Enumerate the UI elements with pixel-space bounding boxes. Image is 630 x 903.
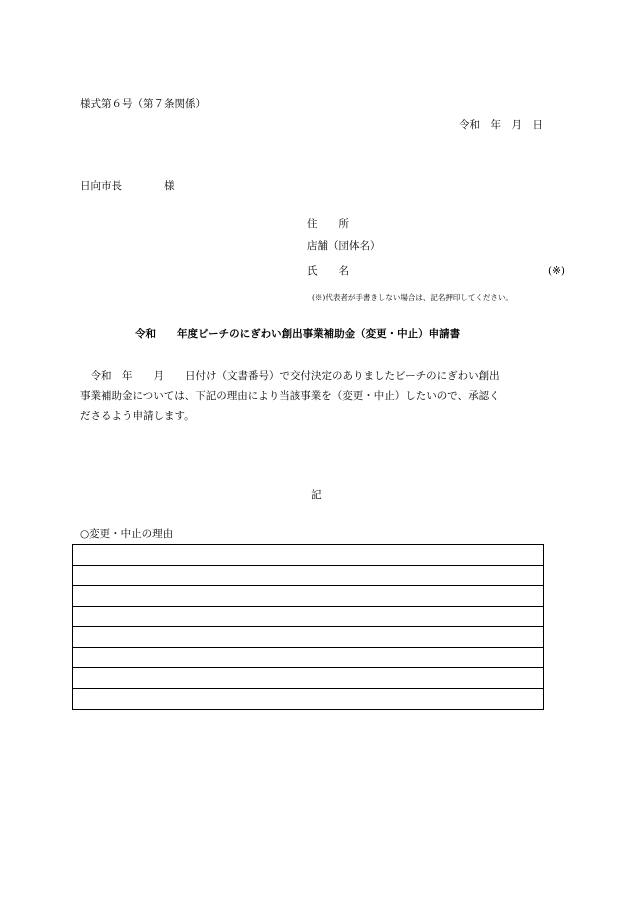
- reason-row[interactable]: [73, 545, 543, 566]
- reason-row[interactable]: [73, 668, 543, 689]
- address-label: 住 所: [307, 218, 349, 230]
- date-line: 令和 年 月 日: [459, 119, 543, 131]
- body-line-1: 令和 年 月 日付け（文書番号）で交付決定のありましたビーチのにぎわい創出: [80, 370, 500, 382]
- body-line-2: 事業補助金については、下記の理由により当該事業を（変更・中止）したいので、承認く: [80, 390, 500, 402]
- reason-table: [72, 544, 544, 710]
- form-number: 様式第６号（第７条関係）: [80, 98, 206, 110]
- reason-row[interactable]: [73, 648, 543, 669]
- reason-label: ○変更・中止の理由: [80, 528, 174, 540]
- name-label: 氏 名: [307, 265, 349, 277]
- body-paragraph: [80, 366, 550, 426]
- reason-row[interactable]: [73, 607, 543, 628]
- seal-note: (※)代表者が手書きしない場合は、記名押印してください。: [312, 293, 513, 302]
- document-title: 令和 年度ビーチのにぎわい創出事業補助金（変更・中止）申請書: [135, 328, 461, 340]
- shop-name-label: 店舗（団体名）: [307, 240, 381, 252]
- ki-heading: 記: [311, 489, 322, 501]
- seal-mark: (※): [548, 265, 565, 277]
- reason-row[interactable]: [73, 689, 543, 710]
- reason-row[interactable]: [73, 586, 543, 607]
- reason-row[interactable]: [73, 627, 543, 648]
- reason-row[interactable]: [73, 566, 543, 587]
- body-line-3: ださるよう申請します。: [80, 410, 195, 422]
- addressee: 日向市長 様: [80, 180, 175, 192]
